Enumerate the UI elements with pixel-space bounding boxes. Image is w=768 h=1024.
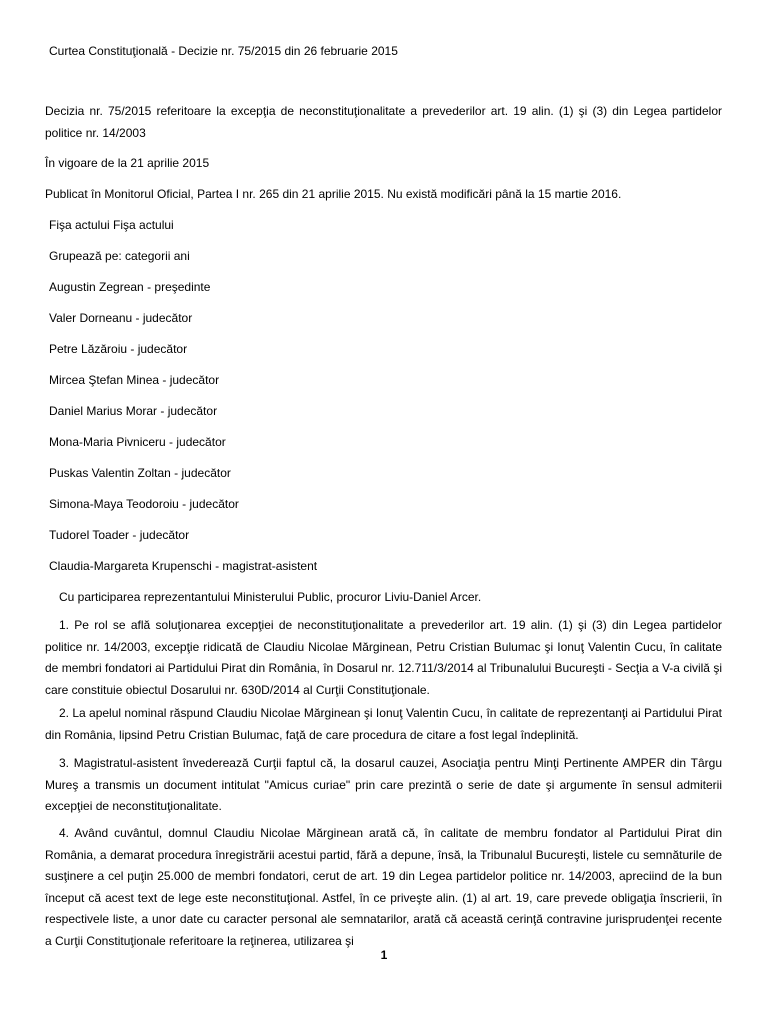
paragraph: 2. La apelul nominal răspund Claudiu Nicolae Mărginean şi Ionuţ Valentin Cucu, în calitate de reprezentanţi ai Partidului Pirat din România, lipsind Petru Cristian Bulumac, faţă de care procedura de citare a fost legal îndeplinită. xyxy=(45,706,722,742)
paragraph: 1. Pe rol se află soluţionarea excepţiei de neconstituţionalitate a prevederilor art. 19 alin. (1) şi (3) din Legea partidelor politice nr. 14/2003, excepţie ridicată de Claudiu Nicolae Mărginean, Petru Cristian Bulumac şi Ionuţ Valentin Cucu, în calitate de membri fondatori ai Partidului Pirat din România, în Dosarul nr. 12.711/3/2014 al Tribunalului Bucureşti - Secţia a V-a civilă şi care constituie obiectul Dosarului nr. 630D/2014 al Curţii Constituţionale. xyxy=(45,618,722,697)
act-sheet-link: Fişa actului Fişa actului xyxy=(49,218,174,232)
document-header: Curtea Constituţională - Decizie nr. 75/2015 din 26 februarie 2015 xyxy=(49,44,398,58)
member-item: Claudia-Margareta Krupenschi - magistrat-asistent xyxy=(49,559,318,573)
member-item: Valer Dorneanu - judecător xyxy=(49,311,193,325)
paragraph: 3. Magistratul-asistent învederează Curţii faptul că, la dosarul cauzei, Asociaţia pentru Minţi Pertinente AMPER din Târgu Mureş a transmis un document intitulat "Amicus curiae" prin care prezintă o serie de date şi argumente în sensul admiterii excepţiei de neconstituţionalitate. xyxy=(45,756,722,813)
member-item: Puskas Valentin Zoltan - judecător xyxy=(49,466,231,480)
member-item: Tudorel Toader - judecător xyxy=(49,528,190,542)
member-item: Daniel Marius Morar - judecător xyxy=(49,404,218,418)
decision-title: Decizia nr. 75/2015 referitoare la excepţia de neconstituţionalitate a prevederilor art. 19 alin. (1) şi (3) din Legea partidelor politice nr. 14/2003 xyxy=(45,104,722,140)
in-force-date: În vigoare de la 21 aprilie 2015 xyxy=(45,156,210,170)
member-item: Augustin Zegrean - preşedinte xyxy=(49,280,211,294)
prosecutor-participation: Cu participarea reprezentantului Ministerului Public, procuror Liviu-Daniel Arcer. xyxy=(59,590,482,604)
paragraph: 4. Având cuvântul, domnul Claudiu Nicolae Mărginean arată că, în calitate de membru fondator al Partidului Pirat din România, a demarat procedura înregistrării acestui partid, fără a depune, însă, la Tribunalul Bucureşti, listele cu semnăturile de susţinere a cel puţin 25.000 de membri fondatori, cerut de art. 19 din Legea partidelor politice nr. 14/2003, apreciind de la bun început că acest text de lege este neconstituţional. Astfel, în ce priveşte alin. (1) al art. 19, care prevede obligaţia înscrierii, în respectivele liste, a unor date cu caracter personal ale semnatarilor, arată că această cerinţă contravine jurisprudenţei recente a Curţii Constituţionale referitoare la reţinerea, utilizarea şi xyxy=(45,826,722,948)
member-item: Mona-Maria Pivniceru - judecător xyxy=(49,435,226,449)
group-by-label: Grupează pe: categorii ani xyxy=(49,249,190,263)
member-item: Petre Lăzăroiu - judecător xyxy=(49,342,188,356)
member-item: Mircea Ştefan Minea - judecător xyxy=(49,373,220,387)
publication-note: Publicat în Monitorul Oficial, Partea I nr. 265 din 21 aprilie 2015. Nu există modificări până la 15 martie 2016. xyxy=(45,187,622,201)
member-item: Simona-Maya Teodoroiu - judecător xyxy=(49,497,239,511)
page-number: 1 xyxy=(380,948,388,962)
